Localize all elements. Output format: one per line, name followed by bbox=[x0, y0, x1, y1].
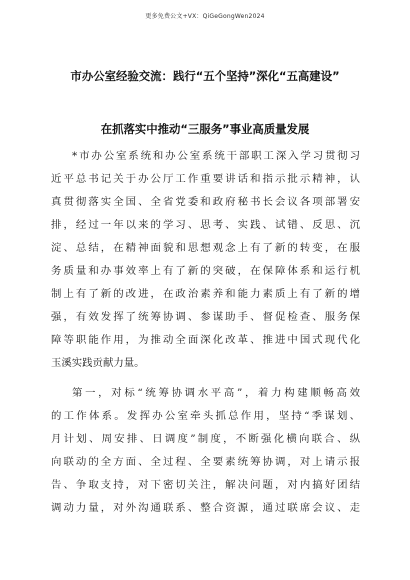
paragraph-1-line: 障等职能作用，为推动全面深化改革、推进中国式现代化 bbox=[51, 334, 360, 346]
document-title-line-2: 在抓落实中推动“三服务”事业高质量发展 bbox=[100, 122, 310, 136]
document-title-line-1: 市办公室经验交流：践行“五个坚持”深化“五高建设” bbox=[70, 69, 340, 83]
paragraph-1-line: 玉溪实践贡献力量。 bbox=[51, 357, 145, 369]
paragraph-1-line: 排，经过一年以来的学习、思考、实践、试错、反思、沉 bbox=[51, 219, 360, 231]
paragraph-1-line: 制上有了新的改进，在政治素养和能力素质上有了新的增 bbox=[51, 288, 360, 300]
paragraph-1-line: 近平总书记关于办公厅工作重要讲话和指示批示精神，认 bbox=[51, 173, 360, 185]
header-note: 更多免费公文+VX：QiGeGongWen2024 bbox=[145, 13, 265, 20]
paragraph-2-line: 调动力量，对外沟通联系、整合资源，通过联席会议、走 bbox=[51, 502, 360, 514]
paragraph-2-line: 月计划、周安排、日调度”制度，不断强化横向联合、纵 bbox=[51, 433, 360, 445]
paragraph-1-line: 淀、总结，在精神面貌和思想观念上有了新的转变，在服 bbox=[51, 242, 360, 254]
paragraph-1-line: 务质量和办事效率上有了新的突破，在保障体系和运行机 bbox=[51, 265, 360, 277]
paragraph-2-line: 告、争取支持，对下密切关注，解决问题，对内搞好团结 bbox=[51, 479, 360, 491]
paragraph-1-line: *市办公室系统和办公室系统干部职工深入学习贯彻习 bbox=[72, 150, 360, 162]
paragraph-2-line: 第一，对标“统筹协调水平高”，着力构建顺畅高效 bbox=[72, 387, 360, 399]
paragraph-1-line: 真贯彻落实全国、全省党委和政府秘书长会议各项部署安 bbox=[51, 196, 360, 208]
paragraph-2-line: 的工作体系。发挥办公室牵头抓总作用，坚持“季谋划、 bbox=[51, 410, 360, 422]
paragraph-1-line: 强，有效发挥了统筹协调、参谋助手、督促检查、服务保 bbox=[51, 311, 360, 323]
paragraph-2-line: 向联动的全方面、全过程、全要素统筹协调，对上请示报 bbox=[51, 456, 360, 468]
